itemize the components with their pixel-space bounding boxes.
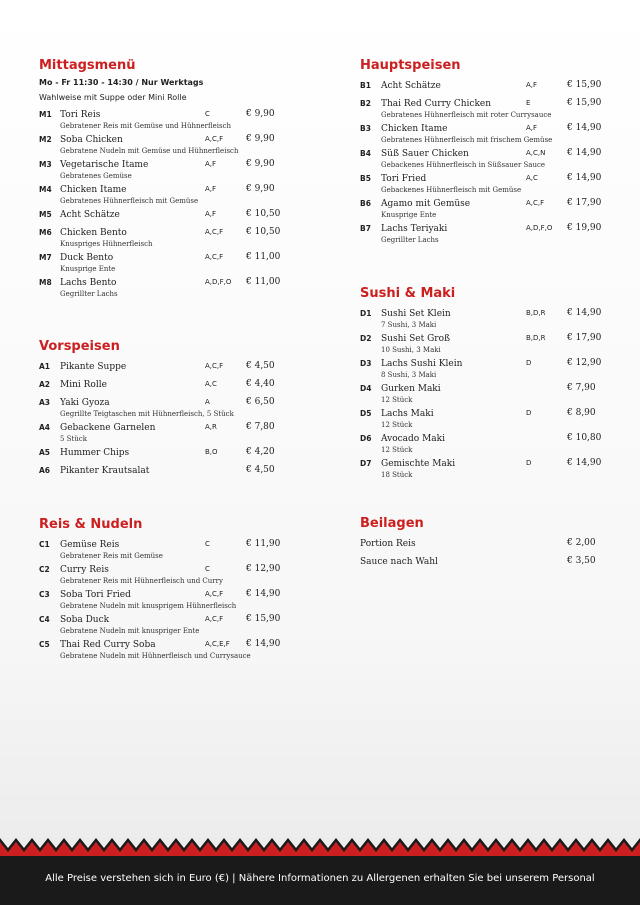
item-name: Sauce nach Wahl xyxy=(360,557,438,567)
item-price: € 17,90 xyxy=(567,198,602,208)
item-description: Gebratene Nudeln mit knuspriger Ente xyxy=(60,627,200,635)
item-description: 8 Sushi, 3 Maki xyxy=(381,371,437,379)
item-description: 12 Stück xyxy=(381,421,413,429)
section-mittagsmenu xyxy=(39,58,280,299)
item-description: Gegrillte Teigtaschen mit Hühnerfleisch, 5 Stück xyxy=(60,410,234,418)
item-description: 12 Stück xyxy=(381,396,413,404)
menu-item xyxy=(360,383,601,405)
item-price: € 2,00 xyxy=(567,538,596,548)
item-price: € 14,90 xyxy=(567,308,602,318)
section-title: Reis & Nudeln xyxy=(39,517,143,532)
item-description: 12 Stück xyxy=(381,446,413,454)
menu-item xyxy=(39,277,280,299)
menu-item xyxy=(360,198,601,220)
menu-item xyxy=(39,397,280,419)
item-code: A6 xyxy=(39,466,51,475)
item-code: M2 xyxy=(39,135,52,144)
item-allergens: A,C,F xyxy=(205,228,224,236)
item-name: Lachs Sushi Klein xyxy=(381,359,463,369)
item-code: D4 xyxy=(360,384,372,393)
item-price: € 4,40 xyxy=(246,379,275,389)
item-description: Gegrillter Lachs xyxy=(381,236,439,244)
item-allergens: A,C,F xyxy=(205,135,224,143)
menu-item xyxy=(39,539,280,561)
menu-item xyxy=(360,408,601,430)
item-code: M1 xyxy=(39,110,52,119)
item-name: Portion Reis xyxy=(360,539,416,549)
section-title: Beilagen xyxy=(360,516,424,531)
menu-item xyxy=(39,252,280,274)
item-name: Soba Duck xyxy=(60,615,110,625)
item-name: Süß Sauer Chicken xyxy=(381,149,469,159)
item-description: Gebratene Nudeln mit knusprigem Hühnerfleisch xyxy=(60,602,237,610)
item-price: € 14,90 xyxy=(567,173,602,183)
item-code: D1 xyxy=(360,309,372,318)
menu-item xyxy=(39,422,280,444)
item-allergens: A,C,N xyxy=(526,149,546,157)
menu-item xyxy=(360,173,601,195)
item-description: Gebackenes Hühnerfleisch mit Gemüse xyxy=(381,186,522,194)
item-name: Chicken Itame xyxy=(381,124,448,134)
item-allergens: A,C,F xyxy=(526,199,545,207)
item-name: Lachs Maki xyxy=(381,409,434,419)
item-name: Acht Schätze xyxy=(381,81,441,91)
item-code: D7 xyxy=(360,459,372,468)
item-price: € 14,90 xyxy=(246,589,281,599)
item-name: Lachs Teriyaki xyxy=(381,224,448,234)
item-name: Thai Red Curry Soba xyxy=(60,640,156,650)
section-sushi-maki xyxy=(360,286,601,480)
item-price: € 7,90 xyxy=(567,383,596,393)
item-price: € 10,50 xyxy=(246,227,281,237)
menu-item xyxy=(360,308,601,330)
item-price: € 4,50 xyxy=(246,361,275,371)
item-description: Gebratenes Hühnerfleisch mit frischem Gemüse xyxy=(381,136,553,144)
item-code: D2 xyxy=(360,334,372,343)
item-name: Lachs Bento xyxy=(60,278,117,288)
item-name: Thai Red Curry Chicken xyxy=(381,99,492,109)
item-code: B5 xyxy=(360,174,371,183)
menu-item xyxy=(360,358,601,380)
menu-item xyxy=(360,538,601,553)
item-code: M4 xyxy=(39,185,52,194)
item-price: € 10,80 xyxy=(567,433,602,443)
menu-item xyxy=(39,184,280,206)
menu-item xyxy=(360,556,601,571)
menu-item xyxy=(39,227,280,249)
menu-list xyxy=(360,80,601,245)
menu-item xyxy=(39,465,280,480)
item-code: C5 xyxy=(39,640,50,649)
item-price: € 4,50 xyxy=(246,465,275,475)
item-code: A1 xyxy=(39,362,51,371)
item-name: Yaki Gyoza xyxy=(60,398,110,408)
item-code: D6 xyxy=(360,434,372,443)
item-code: A3 xyxy=(39,398,51,407)
item-description: Gebackenes Hühnerfleisch in Süßsauer Sauce xyxy=(381,161,546,169)
menu-item xyxy=(39,361,280,376)
item-name: Pikante Suppe xyxy=(60,362,127,372)
item-allergens: B,D,R xyxy=(526,334,546,342)
footer-bar xyxy=(0,856,640,905)
item-code: A5 xyxy=(39,448,51,457)
item-price: € 12,90 xyxy=(567,358,602,368)
item-name: Soba Chicken xyxy=(60,135,123,145)
item-price: € 10,50 xyxy=(246,209,281,219)
section-note: Wahlweise mit Suppe oder Mini Rolle xyxy=(39,93,187,102)
item-code: B2 xyxy=(360,99,371,108)
menu-list xyxy=(360,538,601,571)
item-allergens: A,C,F xyxy=(205,615,224,623)
item-price: € 11,00 xyxy=(246,252,281,262)
menu-item xyxy=(39,564,280,586)
menu-item xyxy=(360,123,601,145)
item-name: Tori Reis xyxy=(60,110,101,120)
item-name: Acht Schätze xyxy=(60,210,120,220)
menu-item xyxy=(39,639,280,661)
item-name: Chicken Bento xyxy=(60,228,127,238)
menu-item xyxy=(360,433,601,455)
menu-item xyxy=(360,333,601,355)
item-name: Mini Rolle xyxy=(60,380,107,390)
item-price: € 11,00 xyxy=(246,277,281,287)
item-allergens: A,D,F,O xyxy=(205,278,232,286)
item-name: Agamo mit Gemüse xyxy=(381,199,471,209)
item-name: Duck Bento xyxy=(60,253,114,263)
item-name: Tori Fried xyxy=(381,174,427,184)
item-price: € 17,90 xyxy=(567,333,602,343)
item-code: B4 xyxy=(360,149,371,158)
item-price: € 9,90 xyxy=(246,184,275,194)
item-description: 10 Sushi, 3 Maki xyxy=(381,346,441,354)
section-beilagen xyxy=(360,516,601,571)
menu-item xyxy=(39,589,280,611)
item-name: Hummer Chips xyxy=(60,448,130,458)
item-price: € 6,50 xyxy=(246,397,275,407)
item-price: € 7,80 xyxy=(246,422,275,432)
item-code: B3 xyxy=(360,124,371,133)
item-price: € 3,50 xyxy=(567,556,596,566)
item-code: D5 xyxy=(360,409,372,418)
item-allergens: A,F xyxy=(526,124,538,132)
item-description: Gebratenes Gemüse xyxy=(60,172,132,180)
item-description: Gebratene Nudeln mit Gemüse und Hühnerfleisch xyxy=(60,147,239,155)
item-description: Gegrillter Lachs xyxy=(60,290,118,298)
item-description: 5 Stück xyxy=(60,435,87,443)
item-price: € 9,90 xyxy=(246,109,275,119)
section-title: Vorspeisen xyxy=(39,339,120,354)
section-title: Hauptspeisen xyxy=(360,58,461,73)
item-allergens: D xyxy=(526,459,532,467)
item-description: Gebratener Reis mit Gemüse und Hühnerfleisch xyxy=(60,122,232,130)
item-code: B6 xyxy=(360,199,371,208)
item-name: Curry Reis xyxy=(60,565,109,575)
menu-list xyxy=(360,308,601,480)
item-allergens: A,D,F,O xyxy=(526,224,553,232)
left-column xyxy=(39,58,280,664)
item-code: A2 xyxy=(39,380,51,389)
item-price: € 14,90 xyxy=(567,458,602,468)
item-name: Chicken Itame xyxy=(60,185,127,195)
section-vorspeisen xyxy=(39,339,280,480)
menu-item xyxy=(360,80,601,95)
item-code: D3 xyxy=(360,359,372,368)
item-price: € 12,90 xyxy=(246,564,281,574)
item-price: € 9,90 xyxy=(246,134,275,144)
item-price: € 14,90 xyxy=(567,123,602,133)
footer-text: Alle Preise verstehen sich in Euro (€) | Nähere Informationen zu Allergenen erhalten Sie bei unserem Personal xyxy=(45,873,595,884)
section-title: Sushi & Maki xyxy=(360,286,456,301)
item-allergens: A,C xyxy=(526,174,538,182)
item-name: Gemüse Reis xyxy=(60,540,120,550)
item-code: C4 xyxy=(39,615,50,624)
item-allergens: D xyxy=(526,409,532,417)
item-name: Pikanter Krautsalat xyxy=(60,466,150,476)
section-reis-nudeln xyxy=(39,517,280,661)
menu-item xyxy=(39,447,280,462)
menu-item xyxy=(39,159,280,181)
menu-item xyxy=(360,458,601,480)
item-price: € 14,90 xyxy=(246,639,281,649)
item-description: 18 Stück xyxy=(381,471,413,479)
item-price: € 11,90 xyxy=(246,539,281,549)
menu-item xyxy=(39,134,280,156)
item-name: Sushi Set Groß xyxy=(381,334,451,344)
item-description: Knuspriges Hühnerfleisch xyxy=(60,240,153,248)
menu-list xyxy=(39,361,280,480)
item-price: € 19,90 xyxy=(567,223,602,233)
item-description: Gebratene Nudeln mit Hühnerfleisch und Currysauce xyxy=(60,652,251,660)
menu-list xyxy=(39,539,280,661)
item-allergens: B,D,R xyxy=(526,309,546,317)
item-name: Gurken Maki xyxy=(381,384,441,394)
item-allergens: C xyxy=(205,110,210,118)
item-price: € 15,90 xyxy=(246,614,281,624)
item-code: M6 xyxy=(39,228,52,237)
item-description: Gebratenes Hühnerfleisch mit roter Currysauce xyxy=(381,111,552,119)
zigzag-border xyxy=(0,832,640,857)
item-allergens: A,C,E,F xyxy=(205,640,230,648)
item-name: Soba Tori Fried xyxy=(60,590,131,600)
right-column xyxy=(360,58,601,574)
item-allergens: A,C xyxy=(205,380,217,388)
item-allergens: C xyxy=(205,565,210,573)
item-allergens: A,R xyxy=(205,423,217,431)
item-allergens: C xyxy=(205,540,210,548)
item-allergens: A,F xyxy=(205,160,217,168)
menu-item xyxy=(39,109,280,131)
item-allergens: A,C,F xyxy=(205,253,224,261)
menu-item xyxy=(360,148,601,170)
menu-item xyxy=(360,223,601,245)
item-name: Gebackene Garnelen xyxy=(60,423,156,433)
item-code: M5 xyxy=(39,210,52,219)
menu-item xyxy=(360,98,601,120)
item-code: C3 xyxy=(39,590,50,599)
item-code: C2 xyxy=(39,565,50,574)
item-code: B7 xyxy=(360,224,371,233)
section-title: Mittagsmenü xyxy=(39,58,136,73)
item-price: € 4,20 xyxy=(246,447,275,457)
item-allergens: E xyxy=(526,99,531,107)
item-allergens: A,F xyxy=(205,185,217,193)
section-subtitle: Mo - Fr 11:30 - 14:30 / Nur Werktags xyxy=(39,78,204,87)
item-name: Avocado Maki xyxy=(381,434,445,444)
item-allergens: A,C,F xyxy=(205,590,224,598)
menu-list xyxy=(39,109,280,299)
item-description: Knusprige Ente xyxy=(60,265,116,273)
menu-item xyxy=(39,209,280,224)
item-price: € 15,90 xyxy=(567,98,602,108)
item-code: M3 xyxy=(39,160,52,169)
item-description: 7 Sushi, 3 Maki xyxy=(381,321,437,329)
menu-item xyxy=(39,614,280,636)
item-price: € 15,90 xyxy=(567,80,602,90)
item-allergens: A,F xyxy=(205,210,217,218)
item-price: € 14,90 xyxy=(567,148,602,158)
menu-item xyxy=(39,379,280,394)
item-name: Vegetarische Itame xyxy=(60,160,149,170)
item-description: Gebratenes Hühnerfleisch mit Gemüse xyxy=(60,197,199,205)
item-code: A4 xyxy=(39,423,51,432)
item-allergens: A xyxy=(205,398,210,406)
item-allergens: D xyxy=(526,359,532,367)
item-code: C1 xyxy=(39,540,50,549)
item-description: Knusprige Ente xyxy=(381,211,437,219)
item-description: Gebratener Reis mit Gemüse xyxy=(60,552,163,560)
item-price: € 9,90 xyxy=(246,159,275,169)
item-name: Gemischte Maki xyxy=(381,459,456,469)
item-allergens: A,C,F xyxy=(205,362,224,370)
item-name: Sushi Set Klein xyxy=(381,309,451,319)
item-code: M8 xyxy=(39,278,52,287)
item-allergens: B,O xyxy=(205,448,218,456)
item-allergens: A,F xyxy=(526,81,538,89)
item-code: B1 xyxy=(360,81,371,90)
section-hauptspeisen xyxy=(360,58,601,245)
item-code: M7 xyxy=(39,253,52,262)
item-description: Gebratener Reis mit Hühnerfleisch und Curry xyxy=(60,577,223,585)
item-price: € 8,90 xyxy=(567,408,596,418)
